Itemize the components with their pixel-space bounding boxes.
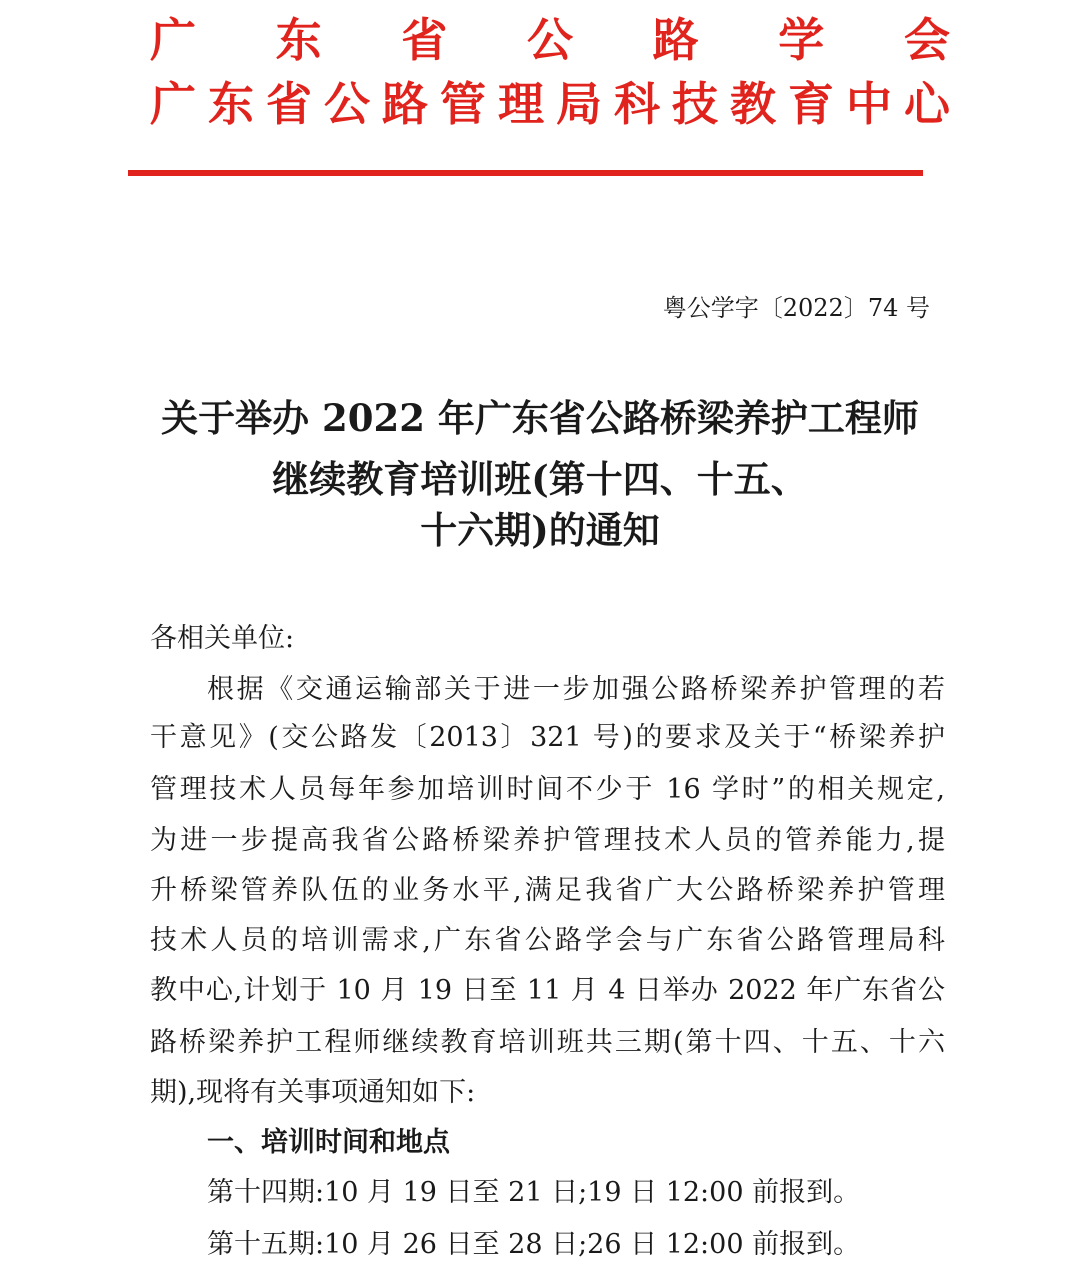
header-char: 局	[556, 77, 602, 131]
header-org-society	[150, 12, 950, 68]
header-char: 公	[526, 13, 573, 67]
title-line-2: 继续教育培训班(第十四、十五、	[272, 457, 808, 501]
paragraph-line: 管理技术人员每年参加培训时间不少于 16 学时”的相关规定,	[150, 774, 945, 805]
header-char: 广	[150, 77, 196, 131]
header-char: 省	[401, 13, 448, 67]
header-divider	[128, 170, 923, 176]
header-char: 路	[382, 77, 428, 131]
header-char: 东	[208, 77, 254, 131]
schedule-item: 第十五期:10 月 26 日至 28 日;26 日 12:00 前报到。	[207, 1229, 861, 1260]
header-char: 省	[266, 77, 312, 131]
paragraph-line: 教中心,计划于 10 月 19 日至 11 月 4 日举办 2022 年广东省公	[150, 975, 945, 1006]
paragraph-line: 升桥梁管养队伍的业务水平,满足我省广大公路桥梁养护管理	[150, 875, 945, 906]
header-char: 会	[903, 13, 950, 67]
header-char: 公	[324, 77, 370, 131]
section-heading: 一、培训时间和地点	[207, 1127, 450, 1158]
header-char: 理	[498, 77, 544, 131]
header-char: 科	[614, 77, 660, 131]
header-char: 教	[730, 77, 776, 131]
header-org-center	[150, 76, 950, 132]
document-number: 粤公学字〔2022〕74 号	[662, 294, 930, 322]
paragraph-line: 根据《交通运输部关于进一步加强公路桥梁养护管理的若	[207, 674, 945, 705]
header-char: 技	[672, 77, 718, 131]
header-char: 心	[904, 77, 950, 131]
title-line-3: 十六期)的通知	[420, 508, 660, 552]
paragraph-line: 技术人员的培训需求,广东省公路学会与广东省公路管理局科	[150, 925, 945, 956]
title-line-1: 关于举办 2022 年广东省公路桥梁养护工程师	[161, 396, 919, 440]
paragraph-line: 期),现将有关事项通知如下:	[150, 1077, 476, 1108]
header-char: 广	[150, 13, 196, 67]
header-char: 管	[440, 77, 486, 131]
paragraph-line: 干意见》(交公路发〔2013〕321 号)的要求及关于“桥梁养护	[150, 722, 945, 753]
header-char: 中	[846, 77, 892, 131]
salutation: 各相关单位:	[150, 623, 295, 654]
header-char: 学	[778, 13, 825, 67]
schedule-item: 第十四期:10 月 19 日至 21 日;19 日 12:00 前报到。	[207, 1177, 861, 1208]
paragraph-line: 为进一步提高我省公路桥梁养护管理技术人员的管养能力,提	[150, 825, 945, 856]
paragraph-line: 路桥梁养护工程师继续教育培训班共三期(第十四、十五、十六	[150, 1027, 945, 1058]
header-char: 路	[652, 13, 699, 67]
header-char: 育	[788, 77, 834, 131]
header-char: 东	[275, 13, 322, 67]
